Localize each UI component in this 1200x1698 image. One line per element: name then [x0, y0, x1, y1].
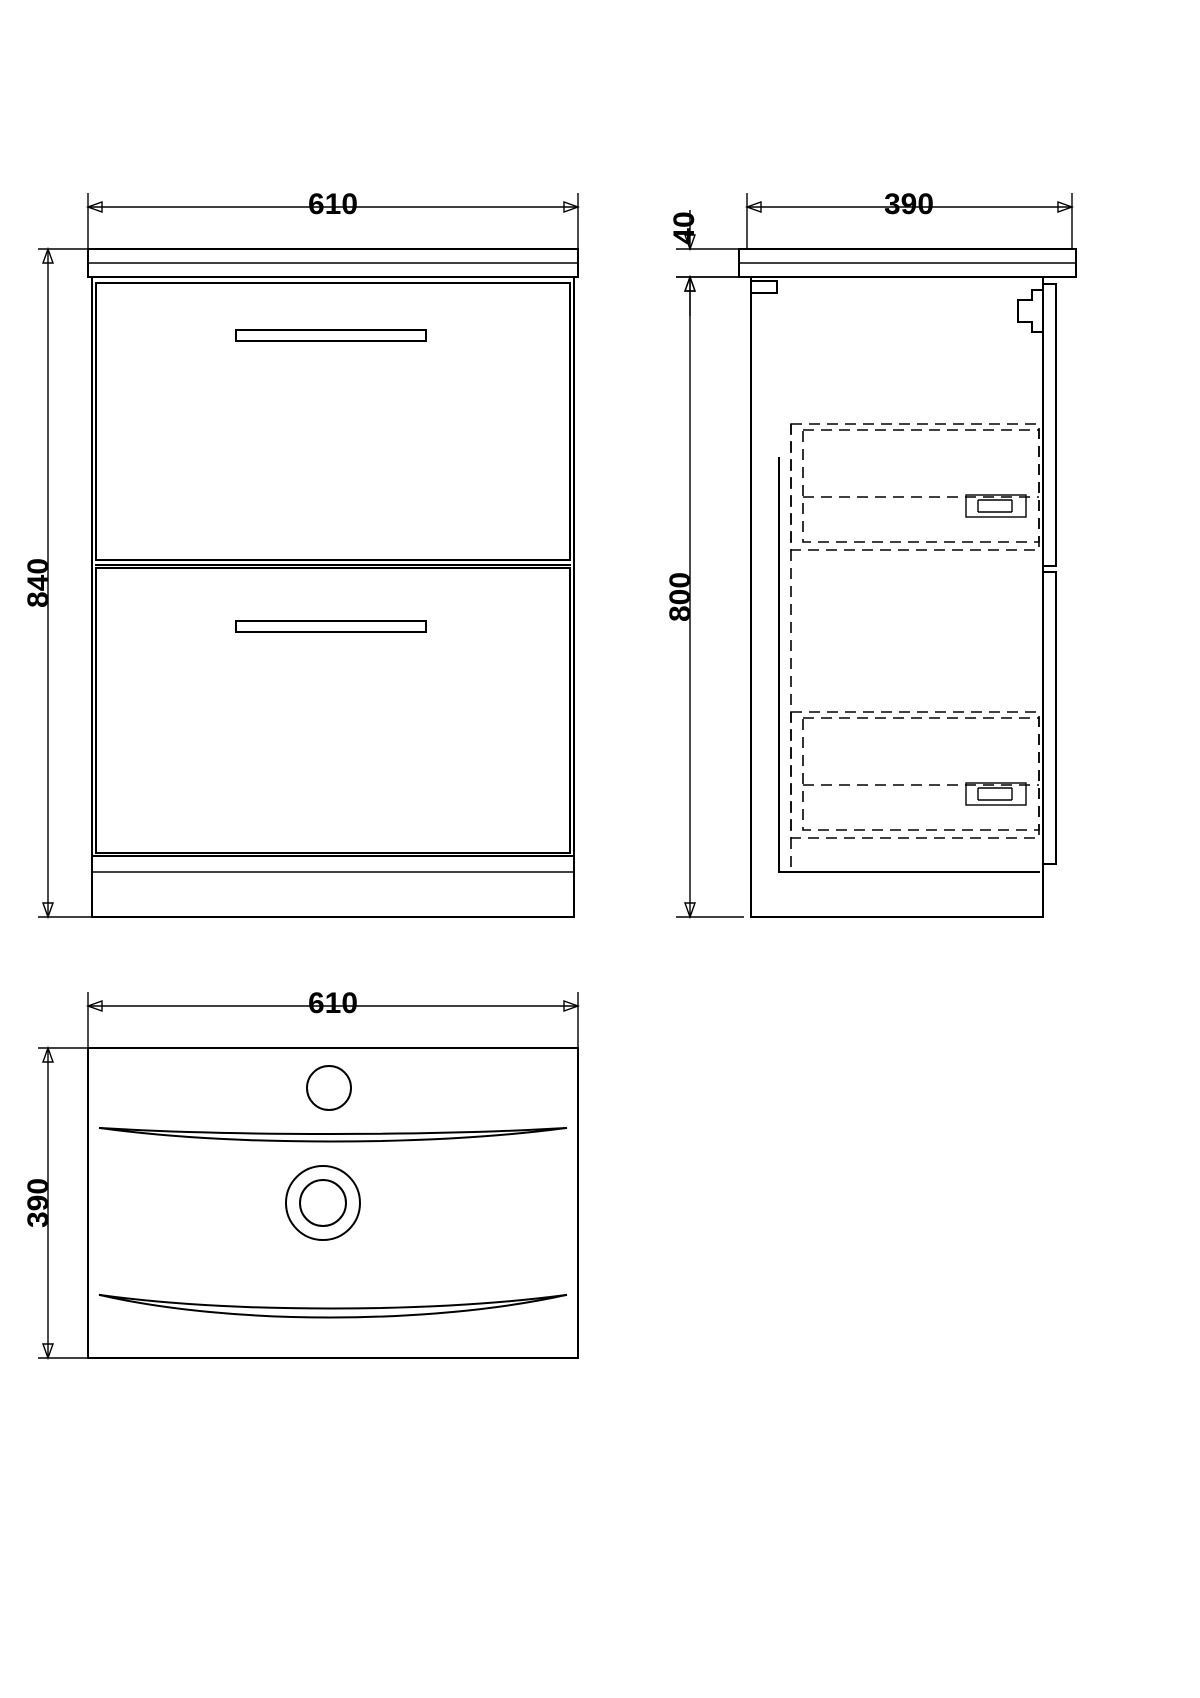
tap-hole-icon	[307, 1066, 351, 1110]
side-top-thickness-dimension: 40	[668, 211, 701, 245]
front-height-dimension: 840	[22, 557, 55, 609]
plan-depth-dimension: 390	[22, 1177, 55, 1229]
plan-width-dimension: 610	[307, 987, 359, 1020]
plan-view	[22, 987, 578, 1358]
side-depth-dimension: 390	[883, 188, 935, 221]
front-width-dimension: 610	[307, 188, 359, 221]
front-elevation-view	[22, 188, 578, 917]
waste-hole-inner-icon	[300, 1180, 346, 1226]
side-height-dimension: 800	[664, 571, 697, 623]
side-elevation-view	[664, 188, 1076, 917]
